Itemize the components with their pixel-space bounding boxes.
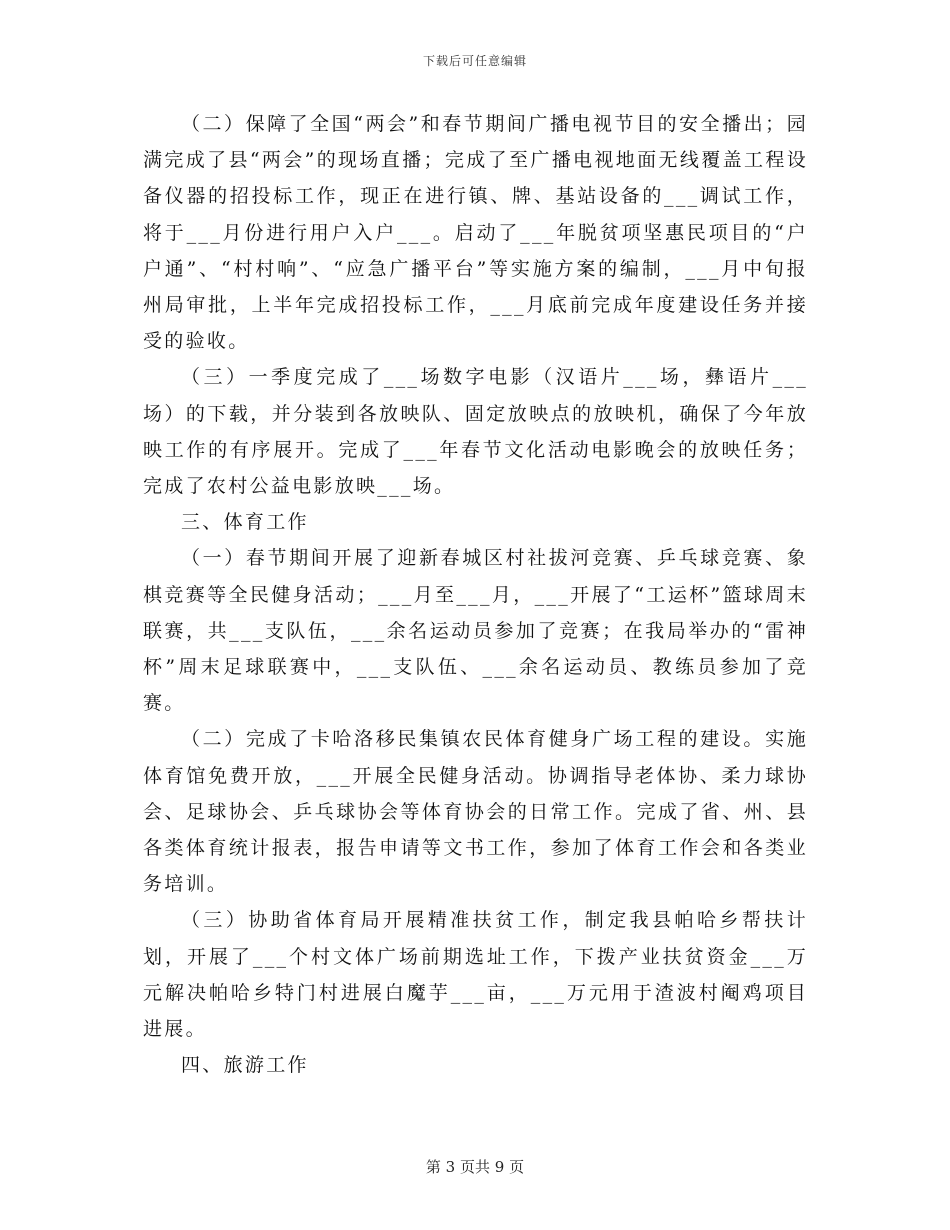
document-body: [143, 106, 808, 1083]
page-header: 下载后可任意编辑: [422, 54, 527, 68]
paragraph-broadcast-safety: （二）保障了全国“两会”和春节期间广播电视节目的安全播出；园满完成了县“两会”的现场直播；完成了至广播电视地面无线覆盖工程设备仪器的招投标工作，现正在进行镇、牌、基站设备的___调试工作，将于___月份进行用户入户___。启动了___年脱贫项坚惠民项目的“户户通”、“村村响”、“应急广播平台”等实施方案的编制，___月中旬报州局审批，上半年完成招投标工作，___月底前完成年度建设任务并接受的验收。: [143, 113, 808, 353]
paragraph-fitness-square: （二）完成了卡哈洛移民集镇农民体育健身广场工程的建设。实施体育馆免费开放，___开展全民健身活动。协调指导老体协、柔力球协会、足球协会、乒乓球协会等体育协会的日常工作。完成了省、州、县各类体育统计报表，报告申请等文书工作，参加了体育工作会和各类业务培训。: [143, 728, 808, 896]
page-number: 第 3 页共 9 页: [425, 1158, 525, 1176]
paragraph-digital-film: （三）一季度完成了___场数字电影（汉语片___场，彝语片___场）的下载，并分装到各放映队、固定放映点的放映机，确保了今年放映工作的有序展开。完成了___年春节文化活动电影晚会的放映任务；完成了农村公益电影放映___场。: [143, 366, 808, 498]
section-heading-tourism: 四、旅游工作: [181, 1054, 309, 1077]
paragraph-poverty-alleviation: （三）协助省体育局开展精准扶贫工作，制定我县帕哈乡帮扶计划，开展了___个村文体广场前期选址工作，下拨产业扶贫资金___万元解决帕哈乡特门村进展白魔芋___亩，___万元用于渣波村阉鸡项目进展。: [143, 909, 808, 1041]
paragraph-fitness-events: （一）春节期间开展了迎新春城区村社拔河竞赛、乒乓球竞赛、象棋竞赛等全民健身活动；___月至___月，___开展了“工运杯”篮球周末联赛，共___支队伍，___余名运动员参加了竞赛；在我局举办的“雷神杯”周末足球联赛中，___支队伍、___余名运动员、教练员参加了竞赛。: [143, 547, 808, 715]
section-heading-sports: 三、体育工作: [181, 511, 309, 534]
